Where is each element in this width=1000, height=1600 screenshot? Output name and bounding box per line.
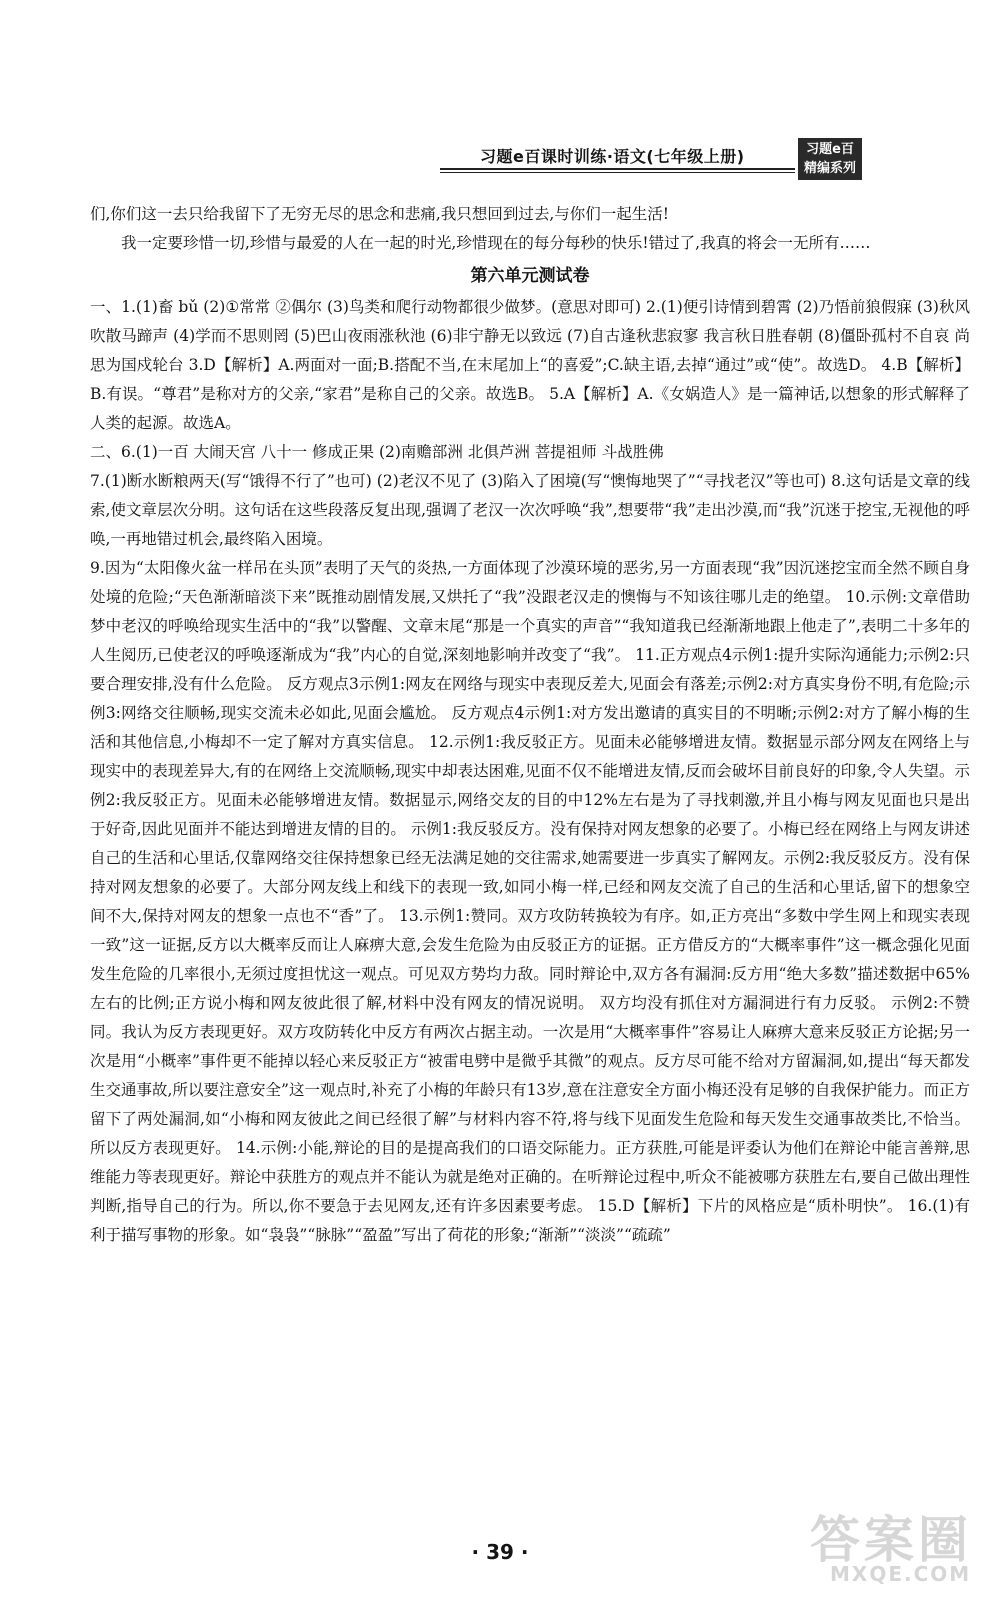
- watermark-text: 答案圈: [810, 1511, 972, 1569]
- page-content: [90, 200, 970, 1250]
- series-badge-line2: 精编系列: [803, 161, 856, 176]
- header-rule-thin: [440, 172, 795, 173]
- page-header: [440, 138, 970, 182]
- paragraph: 我一定要珍惜一切,珍惜与最爱的人在一起的时光,珍惜现在的每分每秒的快乐!错过了,我真的将会一无所有……: [121, 234, 871, 252]
- header-rule: [440, 168, 795, 170]
- series-badge: [798, 138, 862, 180]
- answer-block-2: 二、6.(1)一百 大闹天宫 八十一 修成正果 (2)南赡部洲 北俱芦洲 菩提祖师 斗战胜佛: [90, 443, 664, 461]
- answer-block-4: 9.因为“太阳像火盆一样吊在头顶”表明了天气的炎热,一方面体现了沙漠环境的恶劣,另一方面表现“我”因沉迷挖宝而全然不顾自身处境的危险;“天色渐渐暗淡下来”既推动剧情发展,又烘托了“我”没跟老汉走的懊悔与不知该往哪儿走的绝望。 10.示例:文章借助梦中老汉的呼唤给现实生活中的“我”以警醒、文章末尾“那是一个真实的声音”“我知道我已经渐渐地跟上他走了”,表明二十多年的人生阅历,已使老汉的呼唤逐渐成为“我”内心的自觉,深刻地影响并改变了“我”。 11.正方观点4示例1:提升实际沟通能力;示例2:只要合理安排,没有什么危险。 反方观点3示例1:网友在网络与现实中表现反差大,见面会有落差;示例2:对方真实身份不明,有危险;示例3:网络交往顺畅,现实交流未必如此,见面会尴尬。 反方观点4示例1:对方发出邀请的真实目的不明晰;示例2:对方了解小梅的生活和其他信息,小梅却不一定了解对方真实信息。 12.示例1:我反驳正方。见面未必能够增进友情。数据显示部分网友在网络上与现实中的表现差异大,有的在网络上交流顺畅,现实中却表达困难,见面不仅不能增进友情,反而会破坏目前良好的印象,令人失望。示例2:我反驳正方。见面未必能够增进友情。数据显示,网络交友的目的中12%左右是为了寻找刺激,并且小梅与网友见面也只是出于好奇,因此见面并不能达到增进友情的目的。 示例1:我反驳反方。没有保持对网友想象的必要了。小梅已经在网络上与网友讲述自己的生活和心里话,仅靠网络交往保持想象已经无法满足她的交往需求,她需要进一步真实了解网友。示例2:我反驳反方。没有保持对网友想象的必要了。大部分网友线上和线下的表现一致,如同小梅一样,已经和网友交流了自己的生活和心里话,留下的想象空间不大,保持对网友的想象一点也不“香”了。 13.示例1:赞同。双方攻防转换较为有序。如,正方亮出“多数中学生网上和现实表现一致”这一证据,反方以大概率反而让人麻痹大意,会发生危险为由反驳正方的证据。正方借反方的“大概率事件”这一概念强化见面发生危险的几率很小,无须过度担忧这一观点。可见双方势均力敌。同时辩论中,双方各有漏洞:反方用“绝大多数”描述数据中65%左右的比例;正方说小梅和网友彼此很了解,材料中没有网友的情况说明。 双方均没有抓住对方漏洞进行有力反驳。 示例2:不赞同。我认为反方表现更好。双方攻防转化中反方有两次占据主动。一次是用“大概率事件”容易让人麻痹大意来反驳正方论据;另一次是用“小概率”事件更不能掉以轻心来反驳正方“被雷电劈中是微乎其微”的观点。反方尽可能不给对方留漏洞,如,提出“每天都发生交通事故,所以要注意安全”这一观点时,补充了小梅的年龄只有13岁,意在注意安全方面小梅还没有足够的自我保护能力。而正方留下了两处漏洞,如“小梅和网友彼此之间已经很了解”与材料内容不符,将与线下见面发生危险和每天发生交通事故类比,不恰当。所以反方表现更好。 14.示例:小能,辩论的目的是提高我们的口语交际能力。正方获胜,可能是评委认为他们在辩论中能言善辩,思维能力等表现更好。辩论中获胜方的观点并不能认为就是绝对正确的。在听辩论过程中,听众不能被哪方获胜左右,要自己做出理性判断,指导自己的行为。所以,你不要急于去见网友,还有许多因素要考虑。 15.D【解析】下片的风格应是“质朴明快”。 16.(1)有利于描写事物的形象。如“袅袅”“脉脉”“盈盈”写出了荷花的形象;“渐渐”“淡淡”“疏疏”: [90, 559, 970, 1244]
- page-number: · 39 ·: [471, 1540, 529, 1564]
- answer-block-3: 7.(1)断水断粮两天(写“饿得不行了”也可) (2)老汉不见了 (3)陷入了困境(写“懊悔地哭了”“寻找老汉”等也可) 8.这句话是文章的线索,使文章层次分明。这句话在这些段落反复出现,强调了老汉一次次呼唤“我”,想要带“我”走出沙漠,而“我”沉迷于挖宝,无视他的呼唤,一再地错过机会,最终陷入困境。: [90, 472, 970, 548]
- section-title: 第六单元测试卷: [470, 266, 590, 286]
- answer-block-1: 一、1.(1)畜 bǔ (2)①常常 ②偶尔 (3)鸟类和爬行动物都很少做梦。(意思对即可) 2.(1)便引诗情到碧霄 (2)乃悟前狼假寐 (3)秋风吹散马蹄声 (4)学而不思则罔 (5)巴山夜雨涨秋池 (6)非宁静无以致远 (7)自古逢秋悲寂寥 我言秋日胜春朝 (8)僵卧孤村不自哀 尚思为国戍轮台 3.D【解析】A.两面对一面;B.搭配不当,在末尾加上“的喜爱”;C.缺主语,去掉“通过”或“使”。故选D。 4.B【解析】B.有误。“尊君”是称对方的父亲,“家君”是称自己的父亲。故选B。 5.A【解析】A.《女娲造人》是一篇神话,以想象的形式解释了人类的起源。故选A。: [90, 298, 970, 432]
- series-badge-line1: 习题e百: [806, 142, 854, 157]
- watermark-logo: [800, 1500, 990, 1590]
- watermark-url: MXQE.COM: [830, 1562, 972, 1586]
- paragraph-continued: 们,你们这一去只给我留下了无穷无尽的思念和悲痛,我只想回到过去,与你们一起生活!: [90, 205, 670, 223]
- header-title: 习题e百课时训练·语文(七年级上册): [480, 147, 745, 166]
